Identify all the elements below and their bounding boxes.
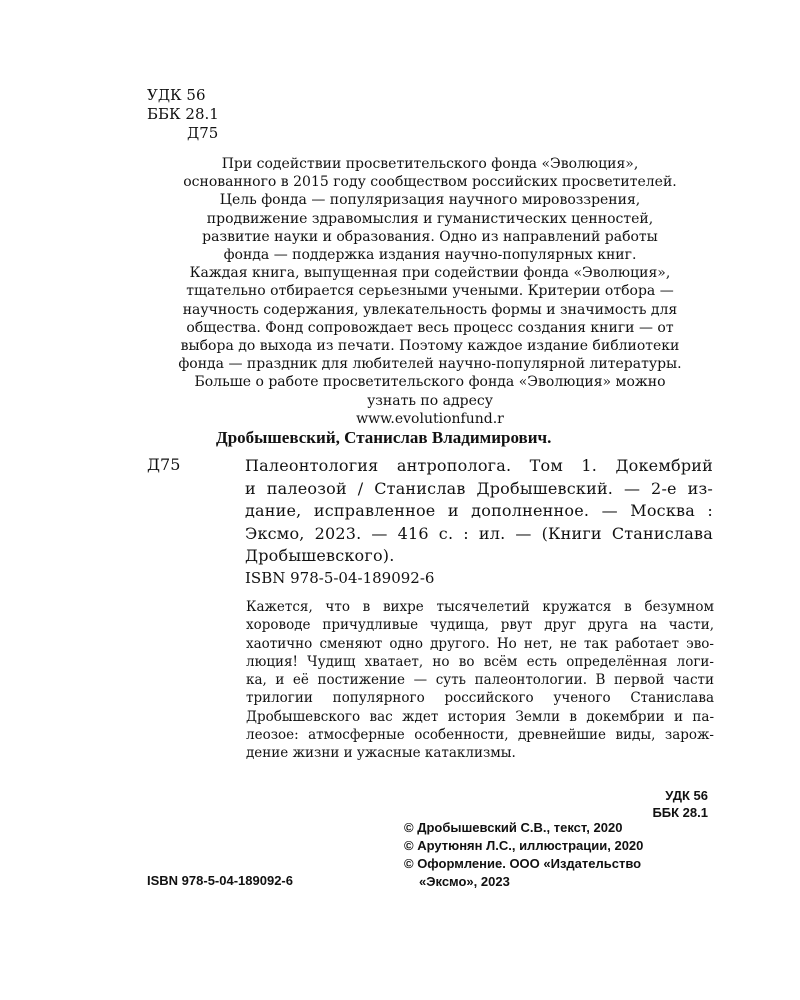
foundation-line: фонда — поддержка издания научно-популярных книг. [223, 247, 637, 264]
catalog-description [245, 455, 713, 568]
bbk-code: ББК 28.1 [652, 805, 708, 820]
foundation-line: общества. Фонд сопровождает весь процесс создания книги — от [186, 319, 674, 336]
annotation-line: люция! Чудищ хватает, но во всём есть определённая логи- [246, 653, 714, 670]
copyright-block [404, 819, 643, 891]
annotation-line: Дробышевского вас ждет история Земли в докембрии и па- [246, 708, 714, 725]
annotation-line: леозое: атмосферные особенности, древнейшие виды, зарож- [246, 727, 714, 744]
foundation-line: Цель фонда — популяризация научного мировоззрения, [219, 192, 641, 209]
description-line: и палеозой / Станислав Дробышевский. — 2-е из- [245, 478, 713, 498]
foundation-line: продвижение здравомыслия и гуманистических ценностей, [206, 210, 654, 227]
foundation-url: www.evolutionfund.r [356, 410, 504, 427]
top-classification-codes [147, 86, 219, 143]
annotation-line: хороводе причудливые чудища, рвут друг друга на части, [246, 617, 714, 634]
foundation-line: Каждая книга, выпущенная при содействии фонда «Эволюция», [189, 265, 671, 282]
foundation-note [140, 155, 720, 428]
annotation-line: дение жизни и ужасные катаклизмы. [246, 745, 516, 762]
description-line: Палеонтология антрополога. Том 1. Докембрий [245, 456, 713, 475]
foundation-line: научность содержания, увлекательность формы и значимость для [182, 301, 678, 318]
catalog-shelf-mark: Д75 [147, 455, 181, 474]
bottom-isbn: ISBN 978-5-04-189092-6 [147, 873, 293, 888]
foundation-line: узнать по адресу [367, 392, 493, 409]
catalog-author: Дробышевский, Станислав Владимирович. [216, 428, 552, 447]
foundation-line: развитие науки и образования. Одно из направлений работы [202, 228, 658, 245]
foundation-line: основанного в 2015 году сообществом российских просветителей. [183, 174, 677, 191]
copyright-design: © Оформление. ООО «Издательство [404, 856, 642, 871]
description-line: Дробышевского). [245, 546, 395, 565]
foundation-line: Больше о работе просветительского фонда «Эволюция» можно [194, 374, 666, 391]
annotation-line: трилогии популярного российского ученого Станислава [246, 690, 714, 707]
description-line: дание, исправленное и дополненное. — Москва : [245, 501, 713, 520]
bbk-code: ББК 28.1 [147, 105, 219, 123]
catalog-isbn: ISBN 978-5-04-189092-6 [245, 569, 435, 587]
author-sign: Д75 [187, 124, 219, 142]
annotation-line: Кажется, что в вихре тысячелетий кружатся в безумном [246, 599, 714, 615]
bottom-classification-codes [600, 787, 708, 821]
foundation-line: тщательно отбирается серьезными учеными. Критерии отбора — [186, 283, 674, 300]
foundation-line: При содействии просветительского фонда «Эволюция», [221, 156, 639, 172]
udk-code: УДК 56 [665, 788, 708, 803]
annotation-line: хаотично сменяют одно другого. Но нет, не так работает эво- [246, 635, 714, 652]
copyright-text: © Дробышевский С.В., текст, 2020 [404, 820, 623, 835]
foundation-line: фонда — праздник для любителей научно-популярной литературы. [178, 356, 682, 373]
annotation-line: ка, и её постижение — суть палеонтологии. В первой части [246, 672, 714, 689]
copyright-design-cont: «Эксмо», 2023 [419, 874, 510, 889]
book-annotation [246, 598, 714, 763]
copyright-illustrations: © Арутюнян Л.С., иллюстрации, 2020 [404, 838, 644, 853]
foundation-line: выбора до выхода из печати. Поэтому каждое издание библиотеки [180, 338, 680, 355]
udk-code: УДК 56 [147, 86, 206, 104]
description-line: Эксмо, 2023. — 416 с. : ил. — (Книги Станислава [245, 523, 713, 543]
